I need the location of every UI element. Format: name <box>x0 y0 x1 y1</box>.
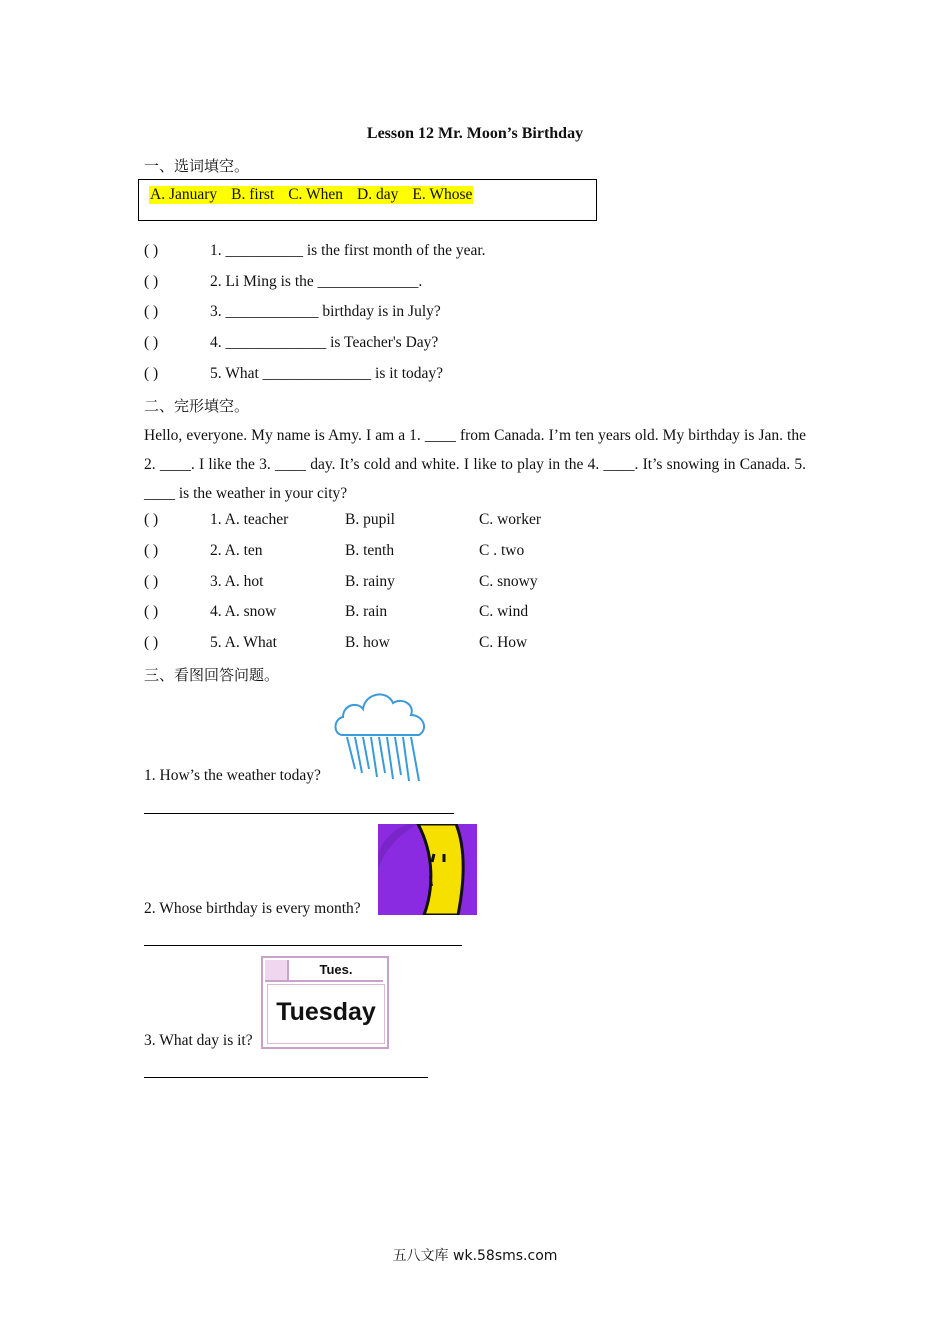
s1-question-3: ( ) 3. ____________ birthday is in July? <box>144 303 441 320</box>
s2-q2-option-c: C . two <box>479 542 525 559</box>
s1-question-1: ( ) 1. __________ is the first month of the year. <box>144 242 486 259</box>
s2-q3-option-c: C. snowy <box>479 573 538 590</box>
section3-heading: 三、看图回答问题。 <box>144 666 280 684</box>
s2-question-4: ( ) 4. A. snow <box>144 603 277 620</box>
rain-cloud-icon <box>333 689 431 784</box>
cloze-passage: Hello, everyone. My name is Amy. I am a 1. ____ from Canada. I’m ten years old. My birthday is Jan. the 2. ____. I like the 3. ____ day. It’s cold and white. I like to play in the 4. ____. It’s snowing in Canada. 5. ____ is the weather in your city? <box>144 427 806 502</box>
s2-q2-option-b: B. tenth <box>345 542 395 559</box>
s2-question-2: ( ) 2. A. ten <box>144 542 263 559</box>
choice-b: B. first <box>231 186 275 203</box>
page-title: Lesson 12 Mr. Moon’s Birthday <box>366 125 584 142</box>
s2-q3-option-b: B. rainy <box>345 573 395 590</box>
s1-question-5: ( ) 5. What ______________ is it today? <box>144 365 444 382</box>
footer-watermark: 五八文库 wk.58sms.com <box>392 1248 558 1264</box>
answer-paren[interactable]: ( ) <box>144 634 159 651</box>
s1-question-4: ( ) 4. _____________ is Teacher's Day? <box>144 334 439 351</box>
calendar-abbrev: Tues. <box>289 960 383 982</box>
word-bank-choices <box>149 186 473 204</box>
answer-paren[interactable]: ( ) <box>144 603 159 620</box>
s2-q5-option-b: B. how <box>345 634 390 651</box>
section1-heading: 一、选词填空。 <box>144 157 250 175</box>
s2-q5-option-c: C. How <box>479 634 528 651</box>
moon-face-icon <box>378 824 477 915</box>
answer-paren[interactable]: ( ) <box>144 242 159 259</box>
s2-q4-option-b: B. rain <box>345 603 388 620</box>
s2-question-1: ( ) 1. A. teacher <box>144 511 289 528</box>
word-bank <box>138 179 597 221</box>
s3-question-2: 2. Whose birthday is every month? <box>144 900 361 917</box>
answer-paren[interactable]: ( ) <box>144 273 159 290</box>
answer-line-3[interactable] <box>144 1077 428 1078</box>
s2-q4-option-c: C. wind <box>479 603 529 620</box>
s2-q1-option-b: B. pupil <box>345 511 395 528</box>
answer-paren[interactable]: ( ) <box>144 303 159 320</box>
choice-d: D. day <box>357 186 399 203</box>
answer-line-2[interactable] <box>144 945 462 946</box>
choice-a: A. January <box>150 186 218 203</box>
s2-question-3: ( ) 3. A. hot <box>144 573 264 590</box>
choice-c: C. When <box>288 186 344 203</box>
calendar-corner <box>265 960 289 982</box>
answer-paren[interactable]: ( ) <box>144 542 159 559</box>
s2-q1-option-c: C. worker <box>479 511 541 528</box>
answer-paren[interactable]: ( ) <box>144 365 159 382</box>
s3-question-1: 1. How’s the weather today? <box>144 767 321 784</box>
calendar-card <box>261 956 389 1049</box>
section2-heading: 二、完形填空。 <box>144 397 250 415</box>
calendar-day: Tuesday <box>267 984 385 1044</box>
s1-question-2: ( ) 2. Li Ming is the _____________. <box>144 273 423 290</box>
answer-line-1[interactable] <box>144 813 454 814</box>
answer-paren[interactable]: ( ) <box>144 334 159 351</box>
choice-e: E. Whose <box>412 186 473 203</box>
answer-paren[interactable]: ( ) <box>144 511 159 528</box>
s3-question-3: 3. What day is it? <box>144 1032 253 1049</box>
answer-paren[interactable]: ( ) <box>144 573 159 590</box>
s2-question-5: ( ) 5. A. What <box>144 634 277 651</box>
